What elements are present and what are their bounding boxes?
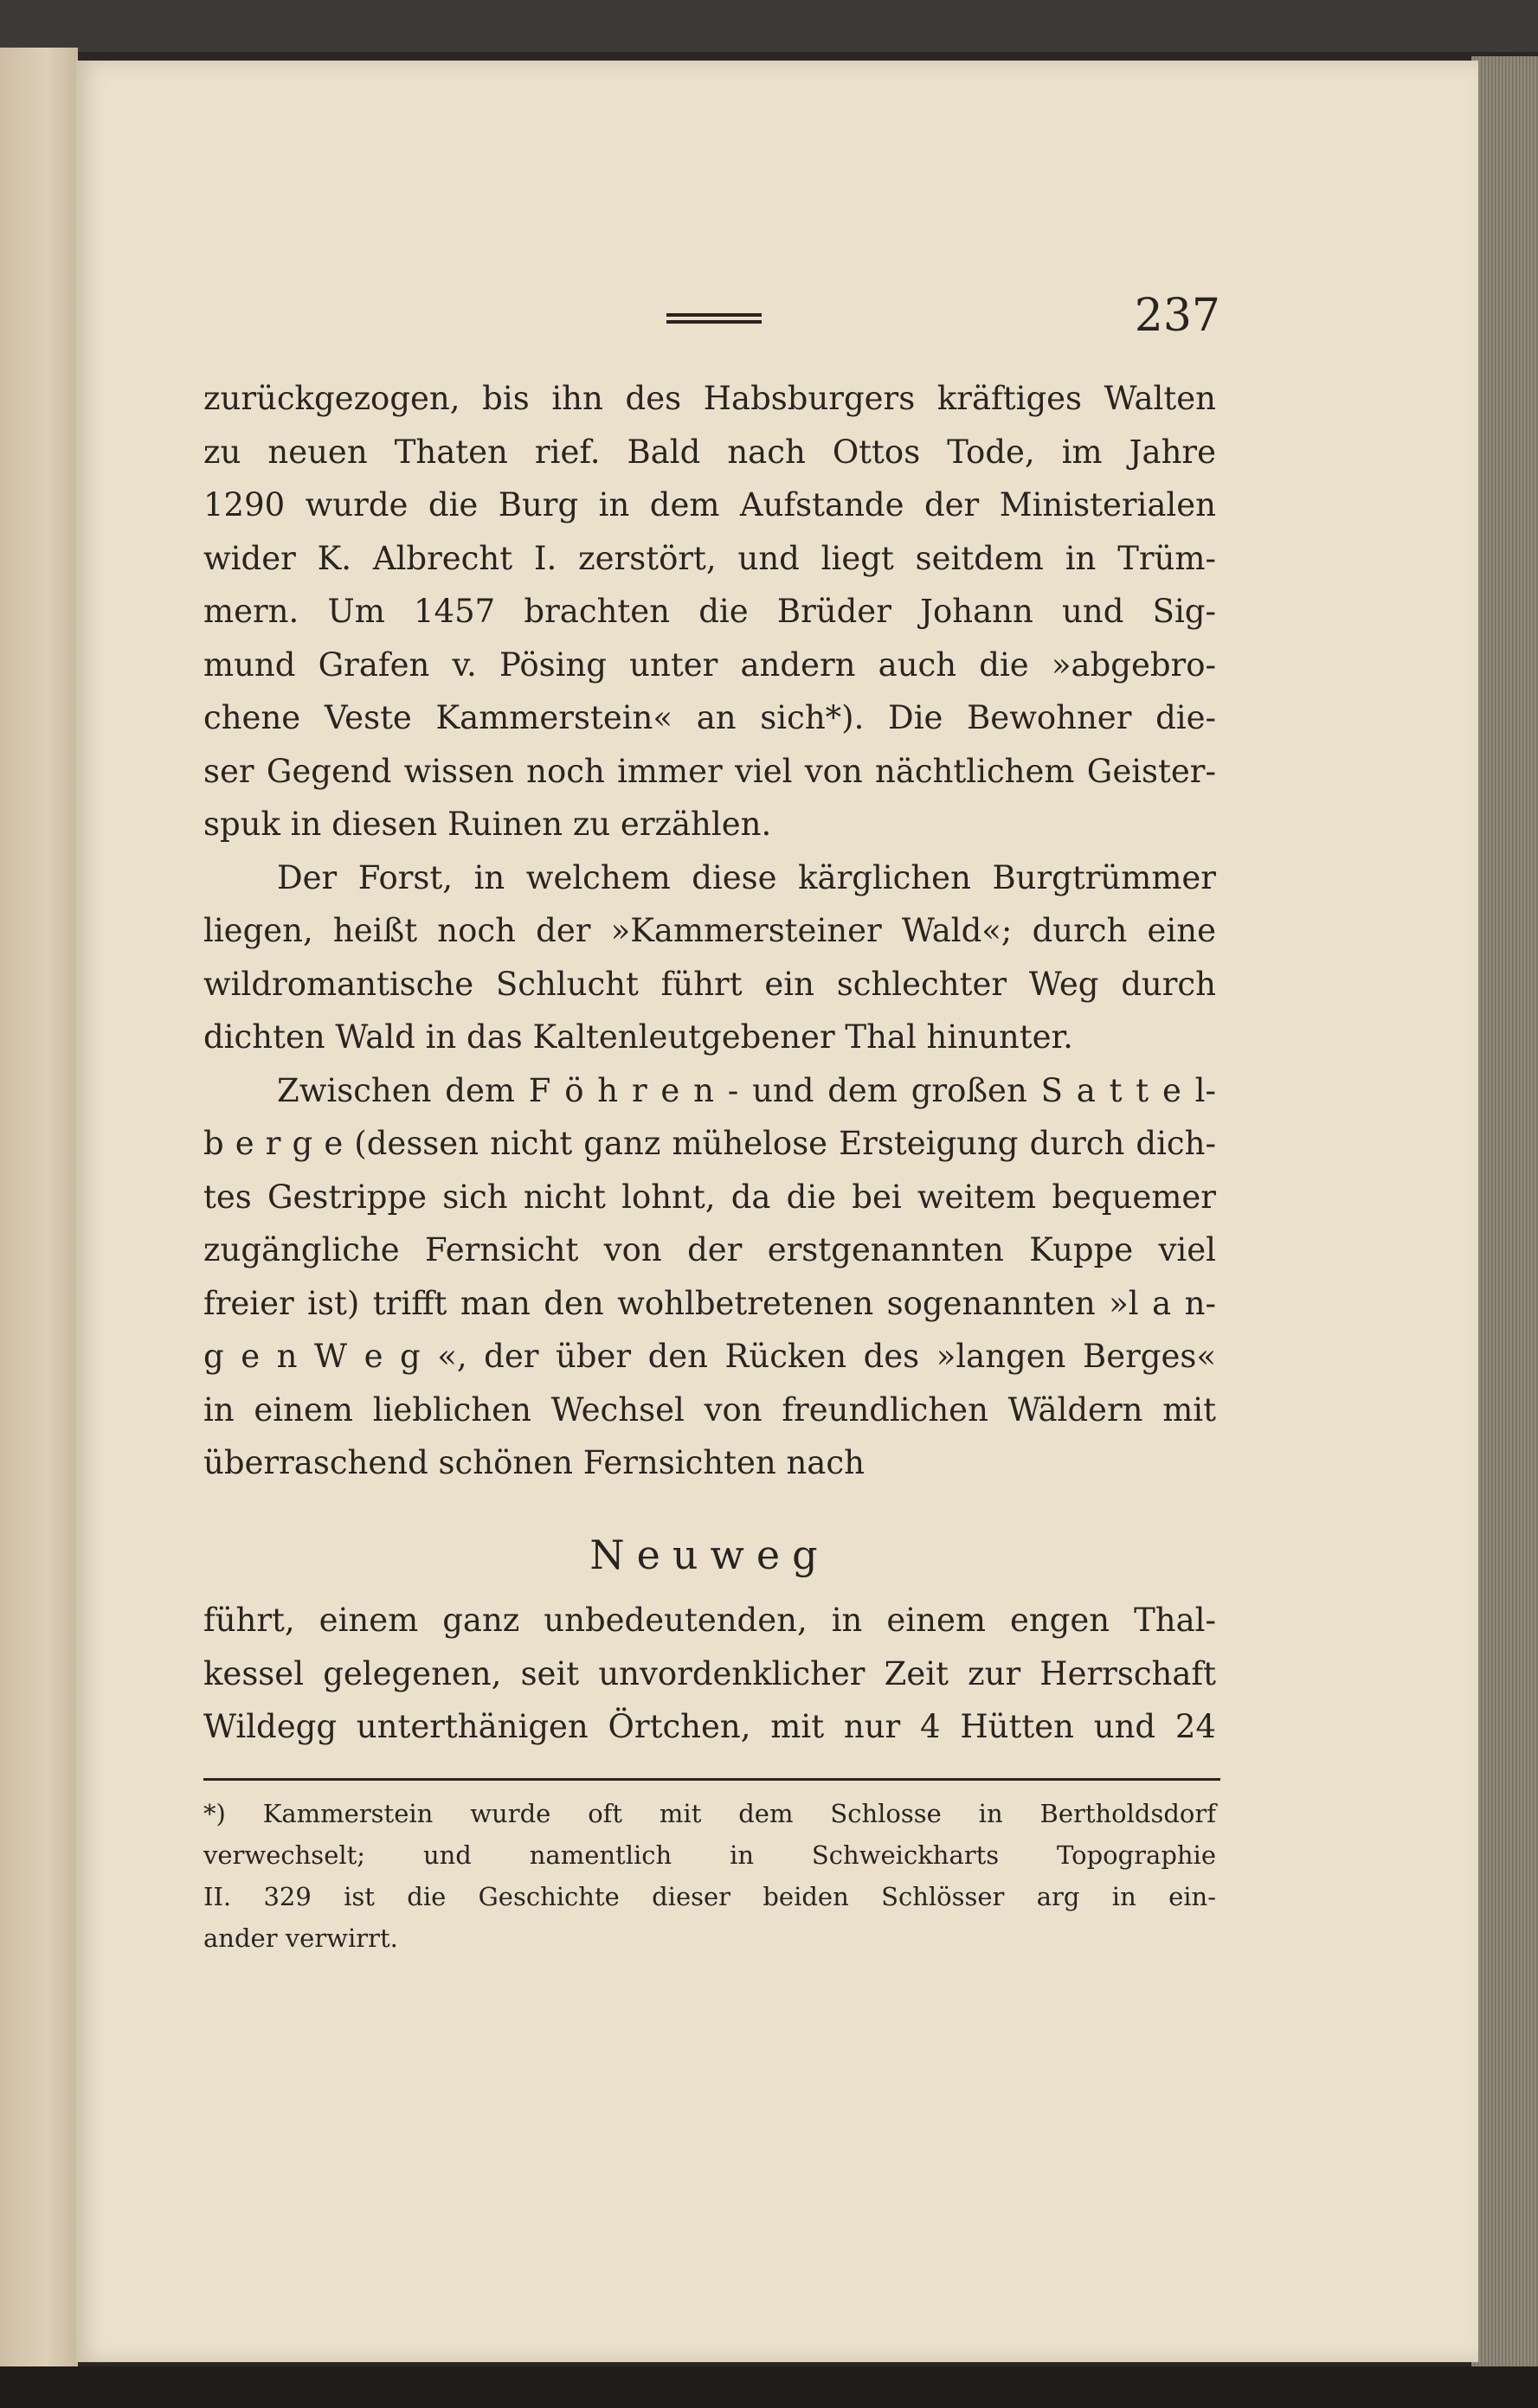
text-line: mund Grafen v. Pösing unter andern auch die »abgebro-	[203, 645, 1216, 684]
footnote-line: verwechselt; und namentlich in Schweickharts Topographie	[203, 1840, 1216, 1870]
text-line: g e n W e g «, der über den Rücken des »langen Berges«	[203, 1338, 1216, 1375]
text-line: Zwischen dem F ö h r e n - und dem großen S a t t e l-	[277, 1071, 1216, 1109]
text-line: chene Veste Kammerstein« an sich*). Die Bewohner die-	[203, 699, 1216, 736]
text-line: dichten Wald in das Kaltenleutgebener Thal hinunter.	[203, 1018, 1073, 1056]
page-number: 237	[1134, 290, 1220, 342]
footnote-block	[203, 1793, 1216, 1959]
scan-bottom-background	[0, 2366, 1538, 2408]
text-line: tes Gestrippe sich nicht lohnt, da die bei weitem bequemer	[203, 1178, 1216, 1216]
main-text-block-continued	[203, 1594, 1216, 1754]
text-line: in einem lieblichen Wechsel von freundlichen Wäldern mit	[203, 1390, 1216, 1429]
text-line: ser Gegend wissen noch immer viel von nächtlichem Geister-	[203, 752, 1216, 790]
text-line: wider K. Albrecht I. zerstört, und liegt seitdem in Trüm-	[203, 539, 1216, 577]
main-text-block	[203, 372, 1216, 1490]
text-line: zurückgezogen, bis ihn des Habsburgers kräftiges Walten	[203, 380, 1216, 417]
book-fore-edge	[1471, 56, 1538, 2366]
text-line: überraschend schönen Fernsichten nach	[203, 1444, 865, 1481]
text-line: mern. Um 1457 brachten die Brüder Johann und Sig-	[203, 593, 1216, 630]
text-line: führt, einem ganz unbedeutenden, in einem engen Thal-	[203, 1602, 1216, 1639]
text-line: zu neuen Thaten rief. Bald nach Ottos Tode, im Jahre	[203, 433, 1216, 471]
footnote-line: *) Kammerstein wurde oft mit dem Schlosse in Bertholdsdorf	[203, 1799, 1216, 1828]
text-line: b e r g e (dessen nicht ganz mühelose Ersteigung durch dich-	[203, 1125, 1216, 1162]
footnote-line: ander verwirrt.	[203, 1923, 398, 1953]
text-line: Der Forst, in welchem diese kärglichen Burgtrümmer	[277, 858, 1216, 896]
text-line: wildromantische Schlucht führt ein schlechter Weg durch	[203, 965, 1216, 1003]
footnote-rule	[203, 1778, 1220, 1781]
text-line: zugängliche Fernsicht von der erstgenannten Kuppe viel	[203, 1231, 1216, 1268]
text-line: Wildegg unterthänigen Örtchen, mit nur 4 Hütten und 24	[203, 1708, 1216, 1745]
text-line: liegen, heißt noch der »Kammersteiner Wald«; durch eine	[203, 912, 1216, 949]
scan-top-background	[0, 0, 1538, 52]
text-line: 1290 wurde die Burg in dem Aufstande der Ministerialen	[203, 486, 1216, 523]
text-line: kessel gelegenen, seit unvordenklicher Zeit zur Herrschaft	[203, 1654, 1216, 1692]
section-heading: Neuweg	[589, 1531, 830, 1578]
footnote-line: II. 329 ist die Geschichte dieser beiden Schlösser arg in ein-	[203, 1882, 1216, 1911]
header-ornament-rule	[666, 313, 762, 324]
text-line: spuk in diesen Ruinen zu erzählen.	[203, 806, 772, 843]
left-page-edge	[0, 48, 78, 2366]
text-line: freier ist) trifft man den wohlbetretenen sogenannten »l a n-	[203, 1284, 1216, 1322]
